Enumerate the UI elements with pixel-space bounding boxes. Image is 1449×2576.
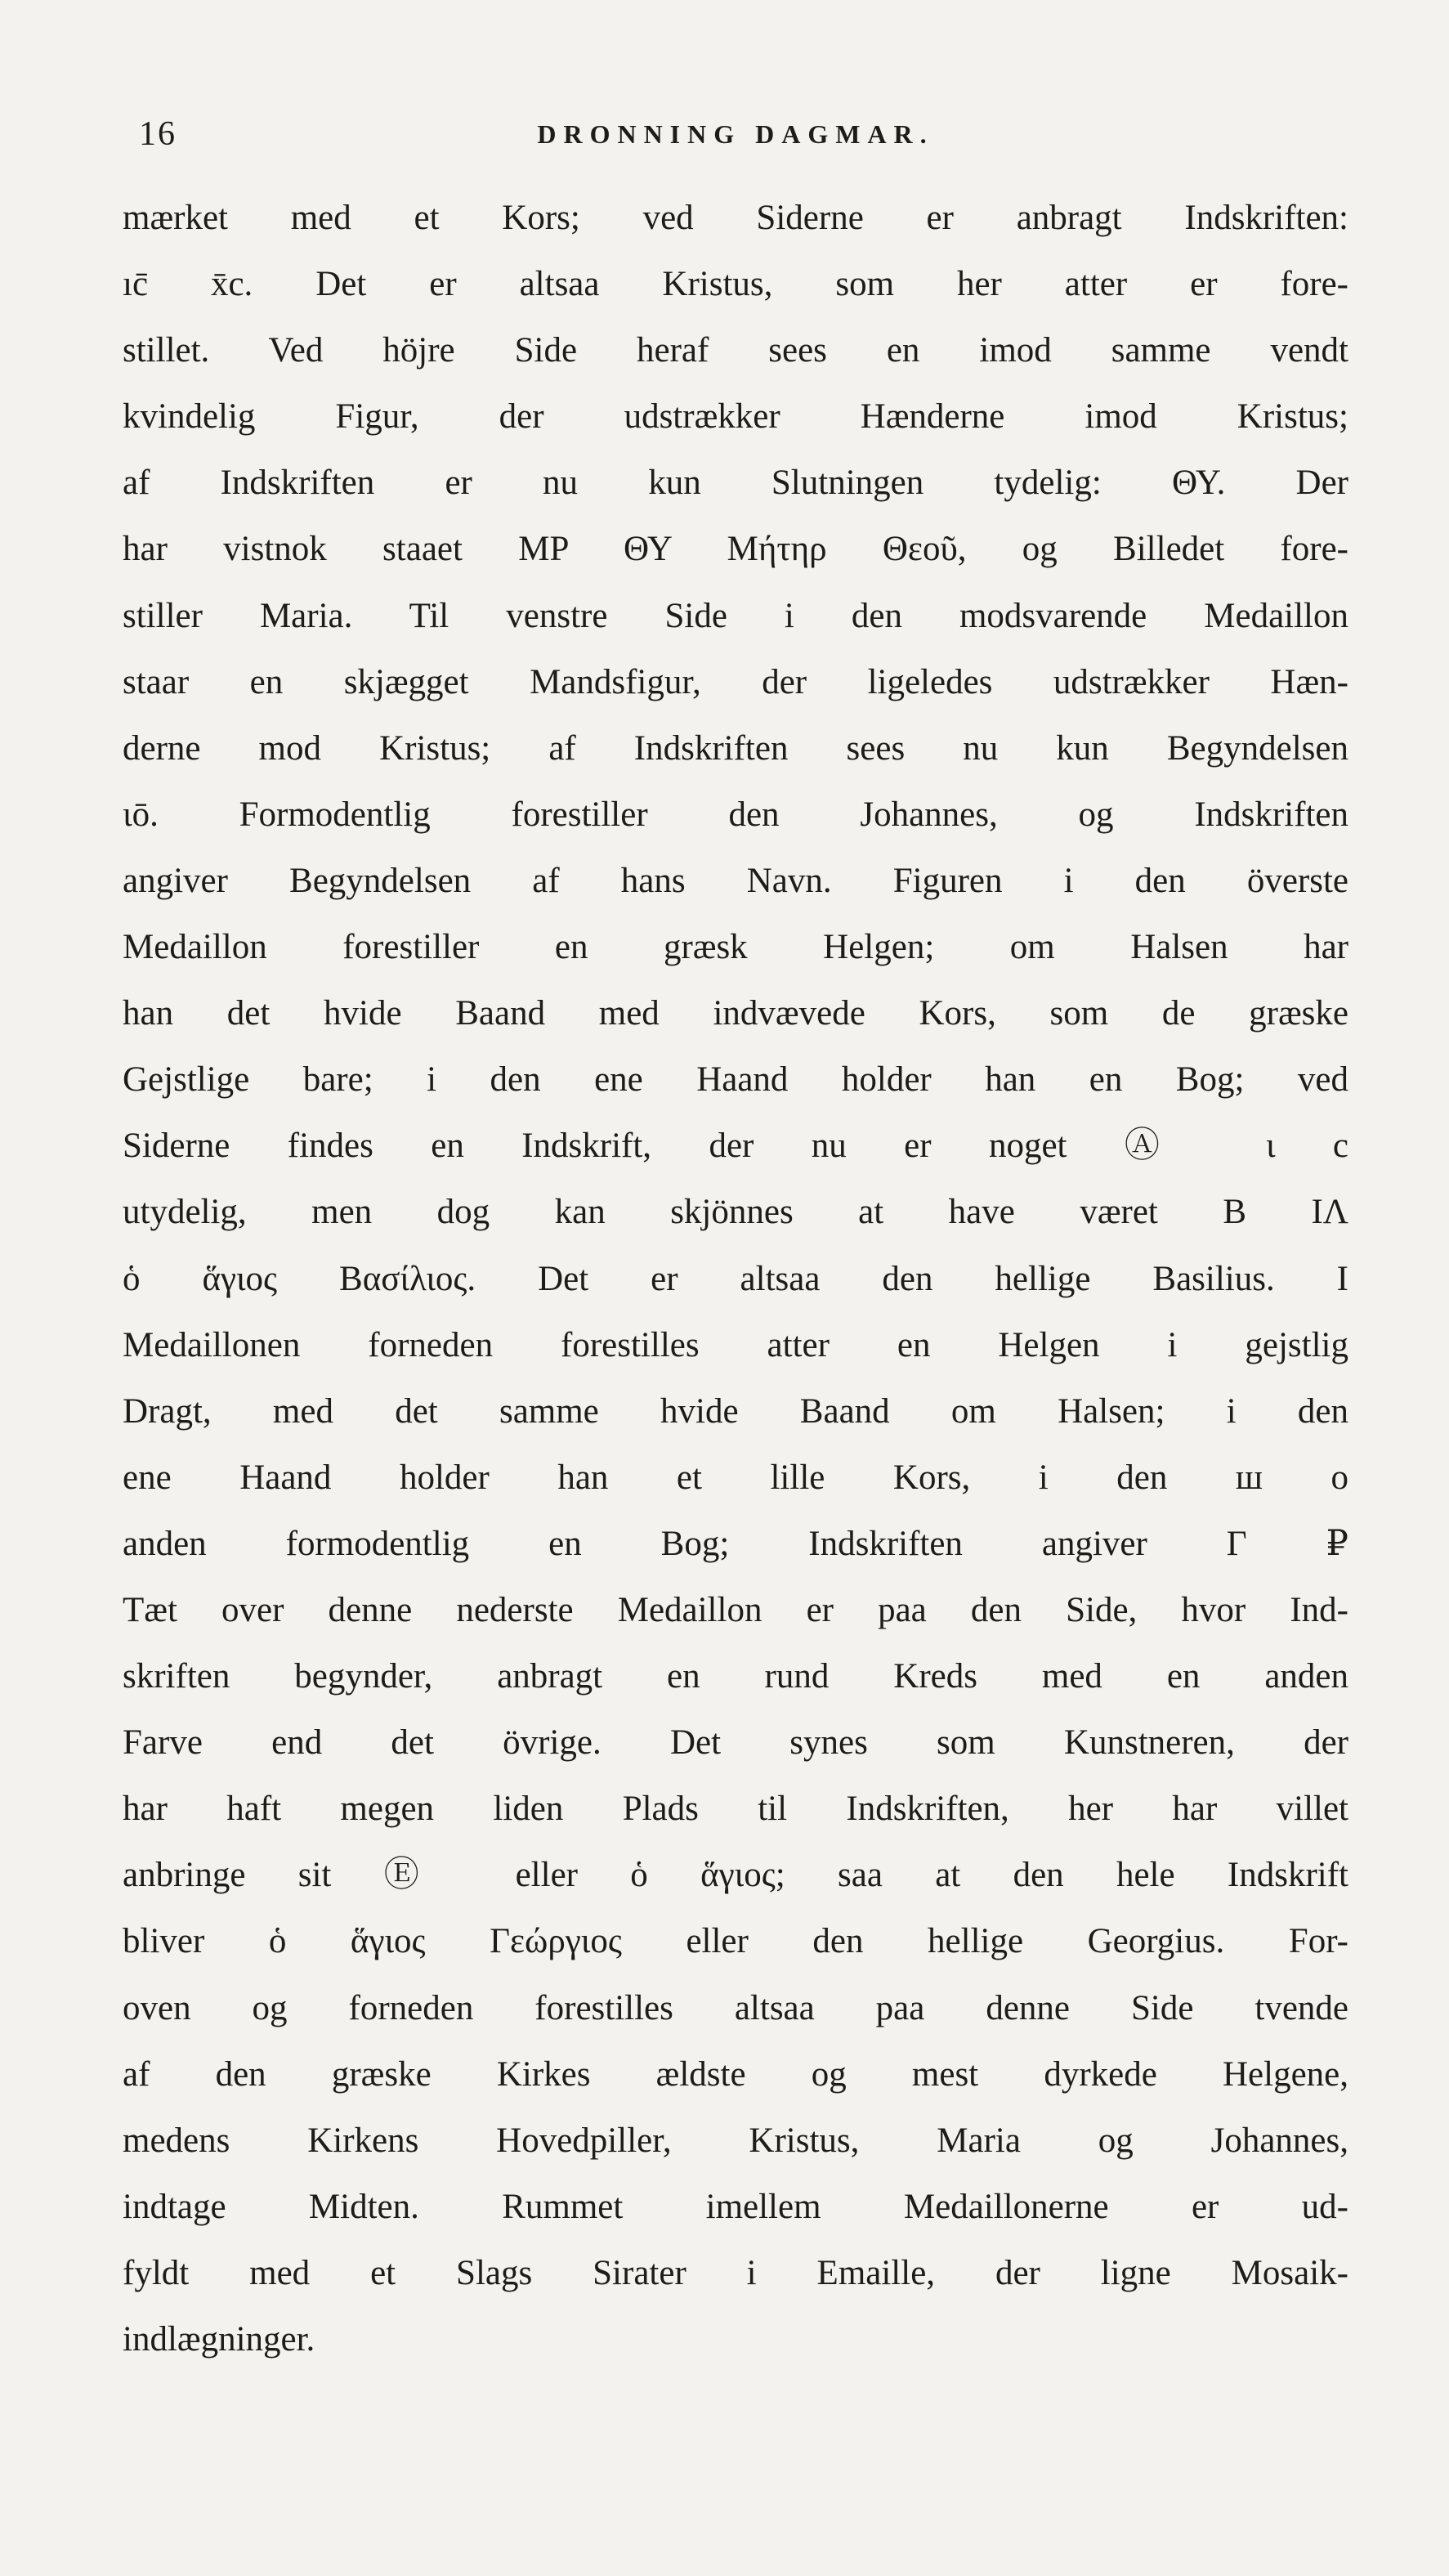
text-line: kvindelig Figur, der udstrækker Hænderne imod Kristus; xyxy=(123,397,1348,437)
page-number: 16 xyxy=(139,115,177,153)
text-line: derne mod Kristus; af Indskriften sees nu kun Begyndelsen xyxy=(123,728,1348,768)
text-line: Tæt over denne nederste Medaillon er paa den Side, hvor Ind- xyxy=(123,1590,1348,1629)
text-line: stillet. Ved höjre Side heraf sees en imod samme vendt xyxy=(123,331,1348,370)
text-line: af Indskriften er nu kun Slutningen tydelig: ΘΥ. Der xyxy=(123,464,1348,503)
body-text xyxy=(123,185,1348,2372)
text-line: indtage Midten. Rummet imellem Medaillonerne er ud- xyxy=(123,2187,1348,2226)
text-line: ıc̄ x̄c. Det er altsaa Kristus, som her atter er fore- xyxy=(123,265,1348,304)
text-line: har vistnok staaet MP ΘΥ Μήτηρ Θεοῦ, og Billedet fore- xyxy=(123,530,1348,569)
text-line: oven og forneden forestilles altsaa paa denne Side tvende xyxy=(123,1988,1348,2027)
text-line: Dragt, med det samme hvide Baand om Halsen; i den xyxy=(123,1391,1348,1431)
text-line: Siderne findes en Indskrift, der nu er noget Ⓐ ι c xyxy=(123,1127,1348,1166)
text-line: Gejstlige bare; i den ene Haand holder han en Bog; ved xyxy=(123,1060,1348,1100)
text-line: Farve end det övrige. Det synes som Kunstneren, der xyxy=(123,1723,1348,1763)
text-line: Medaillonen forneden forestilles atter en Helgen i gejstlig xyxy=(123,1325,1348,1364)
text-line: medens Kirkens Hovedpiller, Kristus, Maria og Johannes, xyxy=(123,2121,1348,2160)
text-line: fyldt med et Slags Sirater i Emaille, der ligne Mosaik- xyxy=(123,2253,1348,2292)
text-line: skriften begynder, anbragt en rund Kreds med en anden xyxy=(123,1657,1348,1696)
text-line: ὁ ἅγιος Βασίλιος. Det er altsaa den hellige Basilius. I xyxy=(123,1259,1348,1298)
text-line: bliver ὁ ἅγιος Γεώργιος eller den hellige Georgius. For- xyxy=(123,1922,1348,1961)
text-line: anden formodentlig en Bog; Indskriften angiver Γ ₽ xyxy=(123,1524,1348,1563)
text-line: angiver Begyndelsen af hans Navn. Figuren i den överste xyxy=(123,861,1348,900)
text-line: stiller Maria. Til venstre Side i den modsvarende Medaillon xyxy=(123,596,1348,635)
text-line: af den græske Kirkes ældste og mest dyrkede Helgene, xyxy=(123,2054,1348,2094)
text-line: anbringe sit Ⓔ eller ὁ ἅγιος; saa at den hele Indskrift xyxy=(123,1856,1348,1895)
text-line: utydelig, men dog kan skjönnes at have været B ΙΛ xyxy=(123,1193,1348,1232)
running-title: DRONNING DAGMAR. xyxy=(537,119,934,149)
running-head xyxy=(123,114,1348,164)
text-line: har haft megen liden Plads til Indskriften, her har villet xyxy=(123,1790,1348,1829)
text-line: Medaillon forestiller en græsk Helgen; om Halsen har xyxy=(123,928,1348,967)
text-line: mærket med et Kors; ved Siderne er anbragt Indskriften: xyxy=(123,199,1348,237)
text-line: ene Haand holder han et lille Kors, i den ш ο xyxy=(123,1458,1348,1497)
text-line: ιō. Formodentlig forestiller den Johannes, og Indskriften xyxy=(123,795,1348,834)
text-line: indlægninger. xyxy=(123,2320,315,2359)
text-line: han det hvide Baand med indvævede Kors, som de græske xyxy=(123,994,1348,1033)
text-line: staar en skjægget Mandsfigur, der ligeledes udstrækker Hæn- xyxy=(123,662,1348,701)
